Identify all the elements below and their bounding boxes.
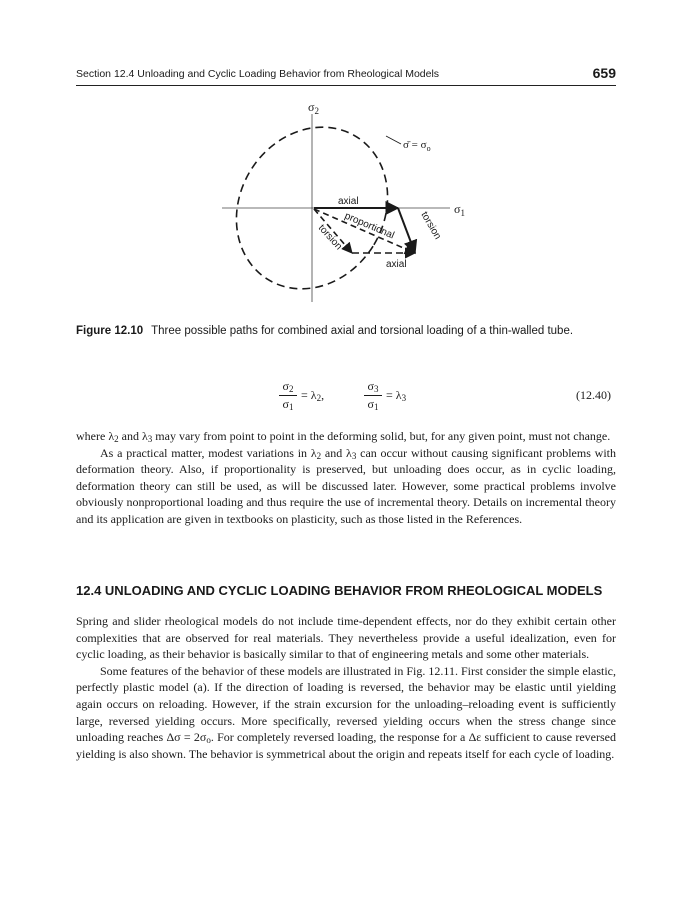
- yield-label: σ̄ = $\sigma_o$: [403, 139, 431, 153]
- caption-text: Three possible paths for combined axial and torsional loading of a thin-walled tube.: [151, 325, 574, 337]
- yield-surface-ellipse: [216, 99, 418, 310]
- rhs-lambda3: = $\lambda_3$: [386, 388, 407, 403]
- sigma2-label: $\sigma_2$: [308, 100, 319, 116]
- figure-12-10: [216, 96, 496, 310]
- label-torsion-left: torsion: [315, 222, 345, 253]
- paragraph-lambda-variation: where $\lambda_2$ and $\lambda_3$ may vary from point to point in the deforming solid, but, for any given point, must not change.: [76, 429, 611, 444]
- paragraph-rheological-models: Spring and slider rheological models do not include time-dependent effects, nor do they exhibit certain other complexities that are observed for real materials. They nevertheless provide a useful idealization, even for cyclic loading, as their behavior is basically similar to that of engineering metals and some other materials.: [76, 614, 616, 662]
- equation-12-40: [0, 378, 690, 422]
- page-header: [76, 67, 616, 86]
- equation-number: (12.40): [576, 388, 611, 402]
- body-paragraphs-bottom: [76, 613, 616, 762]
- label-proportional: proportional: [342, 210, 396, 242]
- running-head: Section 12.4 Unloading and Cyclic Loading Behavior from Rheological Models: [76, 68, 440, 80]
- label-torsion-right: torsion: [418, 210, 443, 242]
- rhs-lambda2: = $\lambda_2$,: [301, 388, 325, 403]
- loading-paths-diagram: [216, 96, 496, 310]
- section-heading: 12.4 UNLOADING AND CYCLIC LOADING BEHAVIOR FROM RHEOLOGICAL MODELS: [76, 583, 603, 598]
- sigma1-label: $\sigma_1$: [454, 202, 465, 218]
- fraction-sigma2-sigma1: $\sigma_2$ $\sigma_1$: [279, 378, 297, 413]
- paragraph-practical-matter: As a practical matter, modest variations in $\lambda_2$ and $\lambda_3$ can occur without causing significant problems with deformation theory. Also, if proportionality is preserved, but unloading does occur, as in cyclic loading, deformation theory can still be used, as will be discussed later. However, some practical problems involve obviously nonproportional loading and thus require the use of incremental theory. Details on incremental theory and its application are given in textbooks on plasticity, such as those listed in the References.: [76, 445, 616, 526]
- yield-leader-line: [386, 136, 401, 144]
- paragraph-model-behavior: Some features of the behavior of these models are illustrated in Fig. 12.11. First consider the simple elastic, perfectly plastic model (a). If the direction of loading is reversed, the behavior may be elastic until yielding again occurs on reloading. However, if the strain excursion for the unloading–reloading event is sufficiently large, reversed yielding occurs. More specifically, reversed yielding occurs when the stress change since unloading reaches $\Delta\sigma = 2\sigma_o$. For completely reversed loading, the response for a Δε sufficient to cause reversed yielding is also shown. The behavior is symmetrical about the origin and repeats itself for each cycle of loading.: [76, 663, 616, 761]
- label-axial-bottom: axial: [386, 259, 407, 270]
- body-paragraphs-top: [76, 428, 616, 528]
- label-axial-top: axial: [338, 196, 359, 207]
- page-number: 659: [592, 65, 616, 81]
- figure-caption: [76, 323, 616, 339]
- fraction-sigma3-sigma1: $\sigma_3$ $\sigma_1$: [364, 378, 382, 413]
- caption-label: Figure 12.10: [76, 325, 144, 337]
